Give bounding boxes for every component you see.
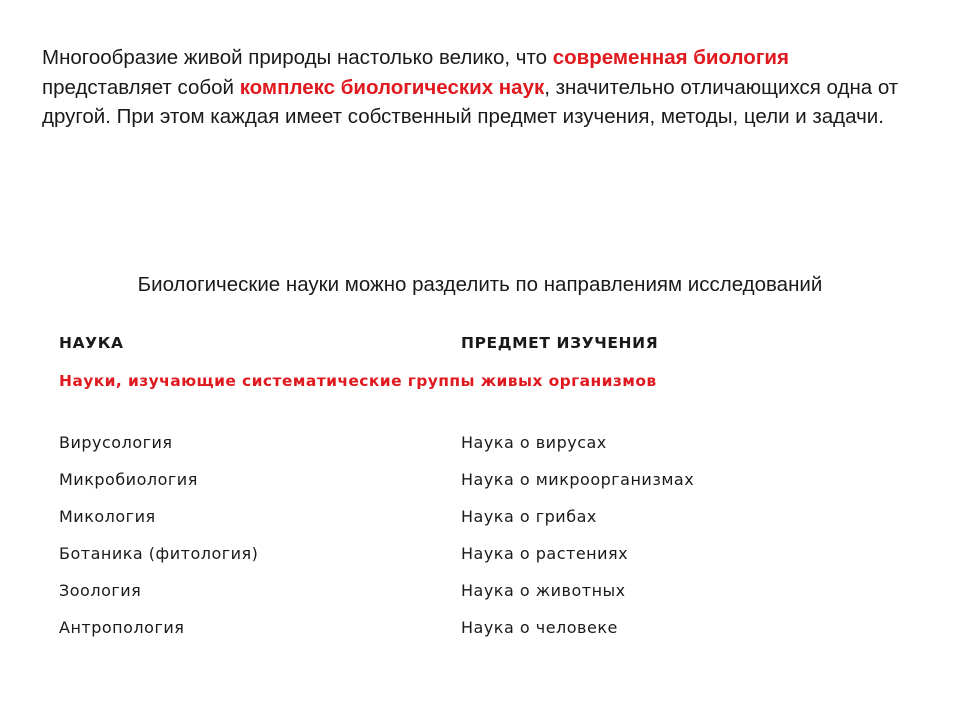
header-subject: ПРЕДМЕТ ИЗУЧЕНИЯ [461, 334, 659, 352]
table-row [59, 581, 899, 618]
science-name: Зоология [59, 581, 142, 600]
section-subtitle: Биологические науки можно разделить по направлениям исследований [137, 273, 823, 296]
science-subject: Наука о вирусах [461, 433, 607, 452]
science-name: Микология [59, 507, 156, 526]
table-row [59, 618, 899, 655]
table-header [59, 334, 899, 362]
sciences-table [59, 334, 899, 637]
table-row [59, 507, 899, 544]
header-science: НАУКА [59, 334, 124, 352]
science-subject: Наука о микроорганизмах [461, 470, 695, 489]
intro-text-3: , значительно отличающихся одна от другой. При этом каждая имеет собственный предмет изучения, методы, цели и задачи. [42, 75, 899, 128]
science-subject: Наука о животных [461, 581, 626, 600]
science-name: Вирусология [59, 433, 173, 452]
science-subject: Наука о человеке [461, 618, 618, 637]
intro-paragraph [42, 43, 922, 132]
science-name: Ботаника (фитология) [59, 544, 259, 563]
intro-highlight-modern-biology: современная биология [552, 46, 789, 69]
intro-highlight-complex-of-sciences: комплекс биологических наук [239, 75, 545, 99]
science-subject: Наука о растениях [461, 544, 629, 563]
intro-text-2: представляет собой [42, 75, 240, 99]
table-row [59, 470, 899, 507]
table-row [59, 544, 899, 581]
science-name: Микробиология [59, 470, 198, 489]
science-subject: Наука о грибах [461, 507, 597, 526]
science-name: Антропология [59, 618, 185, 637]
intro-text-1: Многообразие живой природы настолько велико, что [42, 46, 553, 69]
table-rows [59, 433, 899, 655]
table-row [59, 433, 899, 470]
group-title: Науки, изучающие систематические группы живых организмов [59, 372, 657, 390]
